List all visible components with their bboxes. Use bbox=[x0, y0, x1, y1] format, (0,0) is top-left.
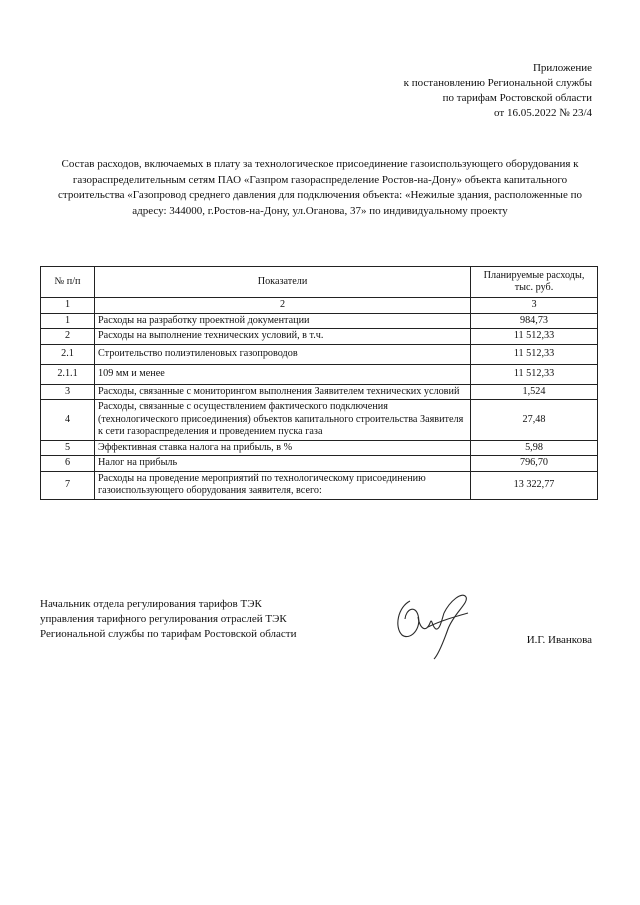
row-value: 27,48 bbox=[471, 400, 598, 441]
row-num: 6 bbox=[41, 456, 95, 472]
table-row bbox=[41, 471, 598, 499]
handwritten-signature-icon bbox=[388, 583, 478, 663]
table-header-row bbox=[41, 267, 598, 298]
row-indicator: Расходы на проведение мероприятий по технологическому присоединению газоиспользующего оборудования заявителя, всего: bbox=[95, 471, 471, 499]
row-num: 5 bbox=[41, 440, 95, 456]
table-row bbox=[41, 329, 598, 345]
row-value: 796,70 bbox=[471, 456, 598, 472]
row-indicator: 109 мм и менее bbox=[95, 364, 471, 384]
table-row bbox=[41, 344, 598, 364]
row-value: 5,98 bbox=[471, 440, 598, 456]
row-value: 11 512,33 bbox=[471, 344, 598, 364]
row-value: 984,73 bbox=[471, 313, 598, 329]
row-indicator: Строительство полиэтиленовых газопроводов bbox=[95, 344, 471, 364]
row-num: 4 bbox=[41, 400, 95, 441]
row-indicator: Эффективная ставка налога на прибыль, в % bbox=[95, 440, 471, 456]
costs-table bbox=[40, 266, 598, 500]
row-indicator: Расходы на разработку проектной документации bbox=[95, 313, 471, 329]
document-title: Состав расходов, включаемых в плату за технологическое присоединение газоиспользующего оборудования к газораспределительным сетям ПАО «Газпром газораспределение Ростов-на-Дону» объекта капитального строительства «Газопровод среднего давления для подключения объекта: «Нежилые здания, расположенные по адресу: 344000, г.Ростов-на-Дону, ул.Оганова, 37» по индивидуальному проекту bbox=[58, 158, 582, 217]
row-num: 1 bbox=[41, 313, 95, 329]
row-value: 11 512,33 bbox=[471, 329, 598, 345]
signer-name: И.Г. Иванкова bbox=[526, 634, 592, 646]
row-num: 2.1 bbox=[41, 344, 95, 364]
appendix-line-2: к постановлению Региональной службы bbox=[403, 77, 592, 89]
column-numbers-row bbox=[41, 298, 598, 314]
position-line-3: Региональной службы по тарифам Ростовской области bbox=[40, 628, 297, 640]
row-num: 2 bbox=[41, 329, 95, 345]
row-value: 13 322,77 bbox=[471, 471, 598, 499]
row-value: 1,524 bbox=[471, 384, 598, 400]
table-row bbox=[41, 440, 598, 456]
column-number: 3 bbox=[471, 298, 598, 314]
column-number: 2 bbox=[95, 298, 471, 314]
header-indicator: Показатели bbox=[95, 267, 471, 298]
position-line-2: управления тарифного регулирования отраслей ТЭК bbox=[40, 613, 287, 625]
row-indicator: Налог на прибыль bbox=[95, 456, 471, 472]
row-value: 11 512,33 bbox=[471, 364, 598, 384]
table-row bbox=[41, 364, 598, 384]
row-indicator: Расходы на выполнение технических условий, в т.ч. bbox=[95, 329, 471, 345]
position-line-1: Начальник отдела регулирования тарифов ТЭК bbox=[40, 598, 262, 610]
header-num: № п/п bbox=[41, 267, 95, 298]
row-num: 3 bbox=[41, 384, 95, 400]
row-num: 7 bbox=[41, 471, 95, 499]
table-row bbox=[41, 384, 598, 400]
column-number: 1 bbox=[41, 298, 95, 314]
table-row bbox=[41, 313, 598, 329]
table-row bbox=[41, 400, 598, 441]
signatory-position bbox=[40, 597, 297, 642]
header-value: Планируемые расходы, тыс. руб. bbox=[471, 267, 598, 298]
appendix-header bbox=[404, 61, 592, 121]
row-num: 2.1.1 bbox=[41, 364, 95, 384]
appendix-line-1: Приложение bbox=[532, 62, 592, 74]
row-indicator: Расходы, связанные с мониторингом выполнения Заявителем технических условий bbox=[95, 384, 471, 400]
row-indicator: Расходы, связанные с осуществлением фактического подключения (технологического присоединения) объектов капитального строительства Заявителя к сети газораспределения и проведением пуска газа bbox=[95, 400, 471, 441]
table-row bbox=[41, 456, 598, 472]
appendix-line-4: от 16.05.2022 № 23/4 bbox=[494, 107, 592, 119]
appendix-line-3: по тарифам Ростовской области bbox=[442, 92, 592, 104]
